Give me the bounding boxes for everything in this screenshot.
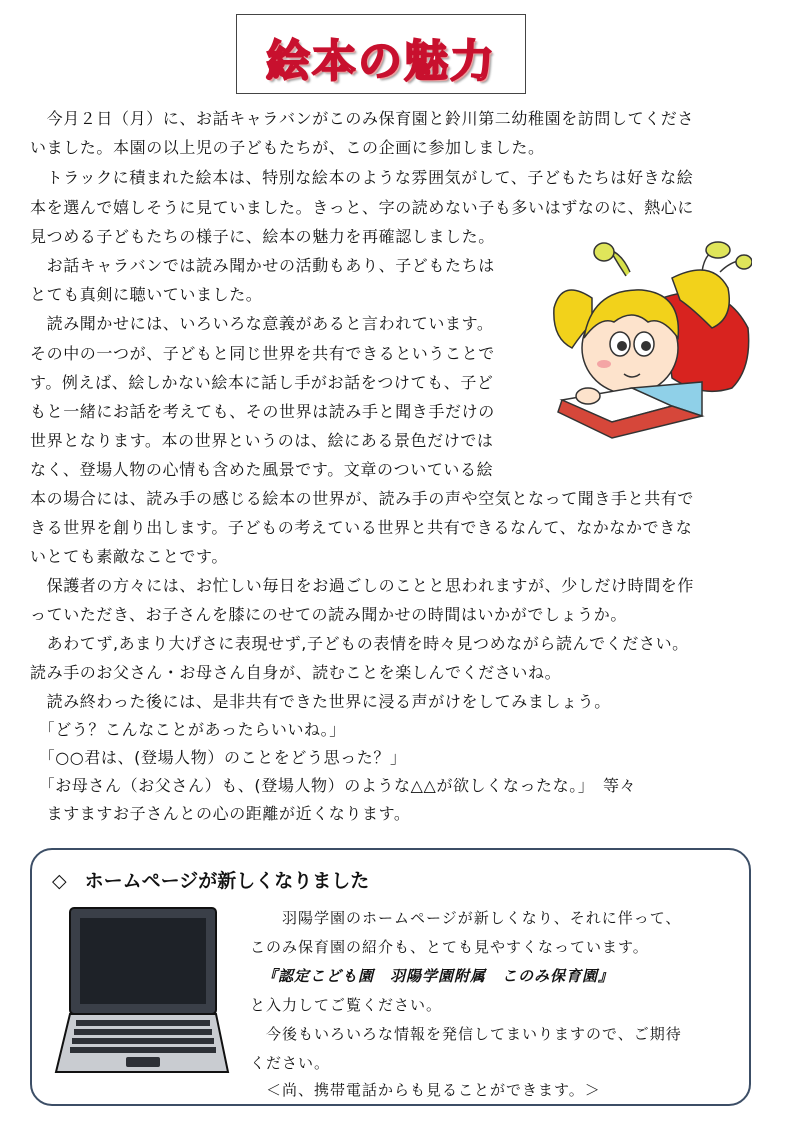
homepage-line: このみ保育園の紹介も、とても見やすくなっています。	[250, 938, 649, 956]
body-line: あわてず,あまり大げさに表現せず,子どもの表情を時々見つめながら読んでください。	[30, 634, 689, 653]
homepage-line: 羽陽学園のホームページが新しくなり、それに伴って、	[250, 909, 682, 927]
body-line: その中の一つが、子どもと同じ世界を共有できるということで	[30, 344, 495, 363]
homepage-heading-text: ホームページが新しくなりました	[84, 870, 370, 892]
body-line: トラックに積まれた絵本は、特別な絵本のような雰囲気がして、子どもたちは好きな絵	[30, 168, 694, 187]
body-line: 読み手のお父さん・お母さん自身が、読むことを楽しんでくださいね。	[30, 663, 562, 682]
body-line: 本の場合には、読み手の感じる絵本の世界が、読み手の声や空気となって聞き手と共有で	[30, 489, 695, 508]
body-line: っていただき、お子さんを膝にのせての読み聞かせの時間はいかがでしょうか。	[30, 605, 627, 624]
body-line: 世界となります。本の世界というのは、絵にある景色だけでは	[30, 431, 494, 450]
body-line: もと一緒にお話を考えても、その世界は読み手と聞き手だけの	[30, 402, 495, 421]
body-line: 保護者の方々には、お忙しい毎日をお過ごしのことと思われますが、少しだけ時間を作	[30, 576, 695, 595]
homepage-site-name: 『認定こども園 羽陽学園附属 このみ保育園』	[262, 967, 615, 985]
body-line: いました。本園の以上児の子どもたちが、この企画に参加しました。	[30, 138, 545, 157]
body-line: す。例えば、絵しかない絵本に話し手がお話をつけても、子ど	[30, 373, 494, 392]
homepage-line: 今後もいろいろな情報を発信してまいりますので、ご期待	[250, 1025, 682, 1043]
body-line: 今月２日（月）に、お話キャラバンがこのみ保育園と鈴川第二幼稚園を訪問してくださ	[30, 109, 695, 128]
homepage-line: ください。	[250, 1054, 331, 1072]
body-line: 「どう？こんなことがあったらいいね。」	[30, 720, 346, 739]
homepage-line: と入力してご覧ください。	[250, 996, 443, 1014]
body-line: いとても素敵なことです。	[30, 547, 228, 566]
homepage-line: ＜尚、携帯電話からも見ることができます。＞	[250, 1081, 601, 1099]
body-line: 読み聞かせには、いろいろな意義があると言われています。	[30, 314, 494, 333]
body-line: ますますお子さんとの心の距離が近くなります。	[30, 804, 411, 823]
homepage-heading	[52, 866, 369, 893]
title-box	[236, 14, 526, 94]
body-line: 読み終わった後には、是非共有できた世界に浸る声がけをしてみましょう。	[30, 692, 611, 711]
girl-reading-illustration	[552, 238, 752, 446]
diamond-icon: ◇	[52, 870, 67, 892]
body-line: 「○○君は、(登場人物）のことをどう思った？」	[30, 748, 407, 767]
body-line: 「お母さん（お父さん）も、(登場人物）のような△△が欲しくなったな。」 等々	[30, 776, 637, 795]
body-line: 見つめる子どもたちの様子に、絵本の魅力を再確認しました。	[30, 227, 495, 246]
body-line: 本を選んで嬉しそうに見ていました。きっと、字の読めない子も多いはずなのに、熱心に	[30, 198, 695, 217]
laptop-icon	[52, 906, 230, 1078]
body-line: なく、登場人物の心情も含めた風景です。文章のついている絵	[30, 460, 494, 479]
page-title: 絵本の魅力	[266, 36, 496, 87]
body-line: とても真剣に聴いていました。	[30, 285, 263, 304]
body-line: お話キャラバンでは読み聞かせの活動もあり、子どもたちは	[30, 256, 495, 275]
body-line: きる世界を創り出します。子どもの考えている世界と共有できるなんて、なかなかできな	[30, 518, 693, 537]
